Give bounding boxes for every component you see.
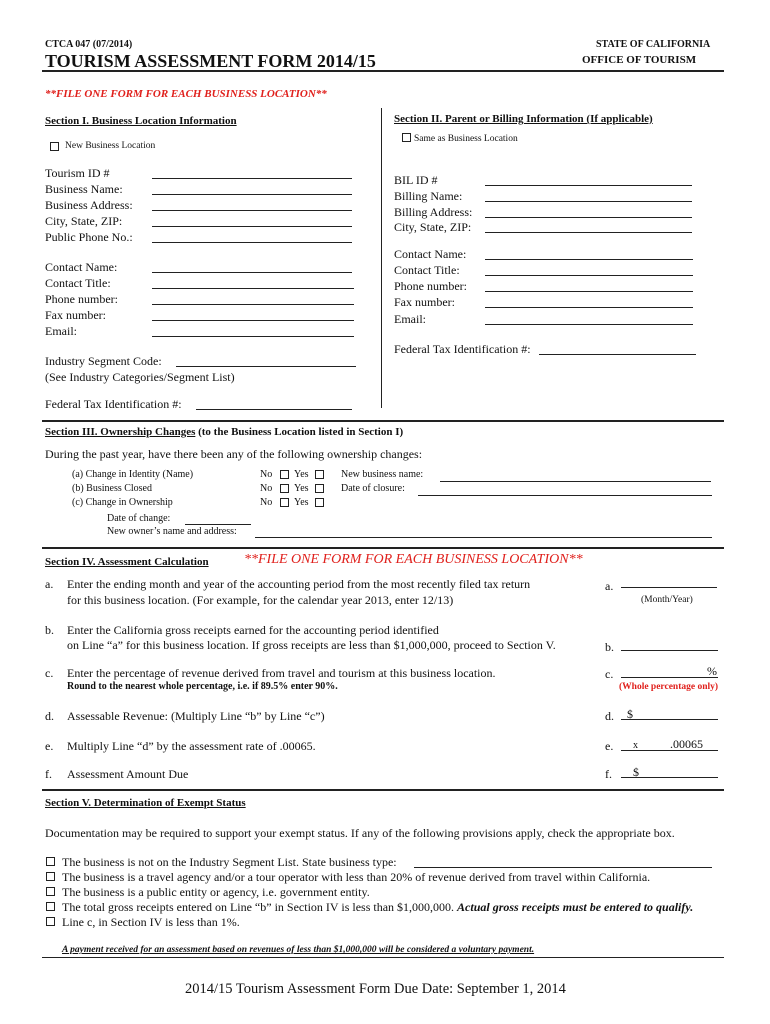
- new-business-label: New Business Location: [65, 141, 156, 151]
- contact-name-field[interactable]: [152, 272, 352, 273]
- yes-checkbox-b[interactable]: [315, 484, 324, 493]
- date-change-field[interactable]: [185, 524, 251, 525]
- footer-rule: [42, 957, 724, 958]
- s2-fax-field[interactable]: [485, 307, 693, 308]
- line-f-letter: f.: [45, 767, 52, 781]
- s2-email-label: Email:: [394, 312, 426, 326]
- contact-name-label: Contact Name:: [45, 260, 118, 274]
- line-b-letter: b.: [45, 623, 54, 637]
- industry-code-label: Industry Segment Code:: [45, 354, 162, 368]
- line-a-field[interactable]: [621, 587, 717, 588]
- business-name-label: Business Name:: [45, 182, 123, 196]
- line-f-code: f.: [605, 767, 612, 781]
- line-c-code: c.: [605, 667, 614, 681]
- line-d-letter: d.: [45, 709, 54, 723]
- exempt-checkbox-3[interactable]: [46, 887, 55, 896]
- billing-name-field[interactable]: [485, 201, 692, 202]
- no-checkbox-b[interactable]: [280, 484, 289, 493]
- email-label: Email:: [45, 324, 77, 338]
- line-e-text: Multiply Line “d” by the assessment rate of .00065.: [67, 739, 316, 753]
- no-checkbox-c[interactable]: [280, 498, 289, 507]
- new-business-name-label: New business name:: [341, 469, 424, 480]
- phone-number-label: Phone number:: [45, 292, 118, 306]
- section3-heading-rest: (to the Business Location listed in Section I): [195, 426, 404, 438]
- state-label: STATE OF CALIFORNIA: [596, 39, 711, 50]
- exempt-item-5: Line c, in Section IV is less than 1%.: [62, 915, 240, 929]
- new-owner-label: New owner’s name and address:: [107, 526, 237, 537]
- phone-number-field[interactable]: [152, 304, 354, 305]
- line-e-code: e.: [605, 739, 614, 753]
- billing-address-label: Billing Address:: [394, 205, 473, 219]
- line-d-text: Assessable Revenue: (Multiply Line “b” by Line “c”): [67, 709, 325, 723]
- no-label-a: No: [260, 469, 273, 480]
- yes-label-a: Yes: [294, 469, 309, 480]
- form-title: TOURISM ASSESSMENT FORM 2014/15: [45, 51, 376, 71]
- line-d-field[interactable]: [621, 719, 718, 720]
- yes-label-b: Yes: [294, 483, 309, 494]
- line-d-code: d.: [605, 709, 614, 723]
- s2-contact-title-label: Contact Title:: [394, 263, 460, 277]
- billing-city-label: City, State, ZIP:: [394, 220, 472, 234]
- s1-fed-tax-label: Federal Tax Identification #:: [45, 397, 182, 411]
- email-field[interactable]: [152, 336, 354, 337]
- section4-notice: **FILE ONE FORM FOR EACH BUSINESS LOCATION**: [244, 552, 583, 567]
- voluntary-note: A payment received for an assessment based on revenues of less than $1,000,000 will be considered a voluntary payment.: [62, 945, 535, 955]
- line-f-text: Assessment Amount Due: [67, 767, 189, 781]
- line-c-hint: (Whole percentage only): [619, 682, 719, 692]
- s2-phone-field[interactable]: [485, 291, 693, 292]
- line-b-text-1: Enter the California gross receipts earned for the accounting period identified: [67, 623, 439, 637]
- section5-heading: Section V. Determination of Exempt Status: [45, 797, 246, 809]
- exempt-item-1: The business is not on the Industry Segment List. State business type:: [62, 855, 397, 869]
- section5-rule: [42, 789, 724, 791]
- s1-fed-tax-field[interactable]: [196, 409, 352, 410]
- yes-label-c: Yes: [294, 497, 309, 508]
- line-b-code: b.: [605, 640, 614, 654]
- exempt-checkbox-5[interactable]: [46, 917, 55, 926]
- change-ownership-label: (c) Change in Ownership: [72, 497, 173, 508]
- s2-phone-label: Phone number:: [394, 279, 467, 293]
- section-divider: [381, 108, 382, 408]
- line-b-text-2: on Line “a” for this business location. If gross receipts are less than $1,000,000, proceed to Section V.: [67, 638, 556, 652]
- s2-fed-tax-field[interactable]: [539, 354, 696, 355]
- s2-email-field[interactable]: [485, 324, 693, 325]
- exempt-checkbox-4[interactable]: [46, 902, 55, 911]
- same-as-label: Same as Business Location: [414, 134, 518, 144]
- business-address-label: Business Address:: [45, 198, 133, 212]
- tourism-id-label: Tourism ID #: [45, 166, 110, 180]
- form-code: CTCA 047 (07/2014): [45, 39, 133, 50]
- business-closed-label: (b) Business Closed: [72, 483, 152, 494]
- line-a-text-1: Enter the ending month and year of the accounting period from the most recently filed tax return: [67, 577, 531, 591]
- line-a-text-2: for this business location. (For example, for the calendar year 2013, enter 12/13): [67, 593, 454, 607]
- billing-address-field[interactable]: [485, 217, 692, 218]
- line-e-letter: e.: [45, 739, 54, 753]
- yes-checkbox-a[interactable]: [315, 470, 324, 479]
- tourism-id-field[interactable]: [152, 178, 352, 179]
- public-phone-label: Public Phone No.:: [45, 230, 133, 244]
- line-c-text-1: Enter the percentage of revenue derived from travel and tourism at this business location.: [67, 666, 496, 680]
- line-b-field[interactable]: [621, 650, 718, 651]
- s2-fax-label: Fax number:: [394, 295, 455, 309]
- line-f-field[interactable]: [621, 777, 718, 778]
- fax-number-field[interactable]: [152, 320, 354, 321]
- public-phone-field[interactable]: [152, 242, 352, 243]
- no-label-c: No: [260, 497, 273, 508]
- change-identity-label: (a) Change in Identity (Name): [72, 469, 194, 480]
- section2-heading: Section II. Parent or Billing Information (If applicable): [394, 113, 653, 125]
- date-closure-label: Date of closure:: [341, 483, 405, 494]
- industry-code-field[interactable]: [176, 366, 356, 367]
- s2-fed-tax-label: Federal Tax Identification #:: [394, 342, 531, 356]
- due-date: 2014/15 Tourism Assessment Form Due Date: September 1, 2014: [185, 981, 566, 997]
- exempt-item-3: The business is a public entity or agency, i.e. government entity.: [62, 885, 370, 899]
- new-business-checkbox[interactable]: [50, 142, 59, 151]
- line-e-field: [621, 750, 718, 751]
- business-address-field[interactable]: [152, 210, 352, 211]
- line-a-code: a.: [605, 579, 614, 593]
- city-state-zip-field[interactable]: [152, 226, 352, 227]
- exempt-checkbox-2[interactable]: [46, 872, 55, 881]
- section4-heading: Section IV. Assessment Calculation: [45, 556, 209, 568]
- line-a-letter: a.: [45, 577, 54, 591]
- line-c-percent: %: [707, 664, 717, 678]
- yes-checkbox-c[interactable]: [315, 498, 324, 507]
- section3-rule: [42, 420, 724, 422]
- exempt-item-4-text: The total gross receipts entered on Line “b” in Section IV is less than $1,000,000.: [62, 900, 455, 914]
- exempt-checkbox-1[interactable]: [46, 857, 55, 866]
- same-as-checkbox[interactable]: [402, 133, 411, 142]
- line-a-hint: (Month/Year): [641, 595, 693, 605]
- section3-intro: During the past year, have there been any of the following ownership changes:: [45, 447, 423, 461]
- contact-title-field[interactable]: [152, 288, 354, 289]
- new-owner-field[interactable]: [255, 537, 712, 538]
- date-closure-field[interactable]: [418, 495, 712, 496]
- s2-contact-name-label: Contact Name:: [394, 247, 467, 261]
- line-e-rate: .00065: [670, 737, 703, 751]
- line-e-x: x: [633, 740, 638, 751]
- billing-name-label: Billing Name:: [394, 189, 463, 203]
- no-checkbox-a[interactable]: [280, 470, 289, 479]
- city-state-zip-label: City, State, ZIP:: [45, 214, 123, 228]
- s2-contact-name-field[interactable]: [485, 259, 693, 260]
- industry-note: (See Industry Categories/Segment List): [45, 370, 235, 384]
- section3-heading: [45, 427, 403, 438]
- line-f-dollar: $: [633, 765, 639, 779]
- notice-top: **FILE ONE FORM FOR EACH BUSINESS LOCATION**: [45, 88, 327, 100]
- section4-rule: [42, 547, 724, 549]
- business-type-field[interactable]: [414, 867, 712, 868]
- header-rule: [42, 70, 724, 72]
- business-name-field[interactable]: [152, 194, 352, 195]
- contact-title-label: Contact Title:: [45, 276, 111, 290]
- s2-contact-title-field[interactable]: [485, 275, 693, 276]
- new-business-name-field[interactable]: [440, 481, 711, 482]
- bil-id-label: BIL ID #: [394, 173, 438, 187]
- section5-intro: Documentation may be required to support your exempt status. If any of the following provisions apply, check the appropriate box.: [45, 826, 675, 840]
- line-c-letter: c.: [45, 666, 54, 680]
- section1-heading: Section I. Business Location Information: [45, 115, 237, 127]
- office-label: OFFICE OF TOURISM: [582, 54, 697, 66]
- exempt-item-2: The business is a travel agency and/or a tour operator with less than 20% of revenue derived from travel within California.: [62, 870, 651, 884]
- exempt-item-4-emphasis: Actual gross receipts must be entered to qualify.: [457, 900, 694, 914]
- bil-id-field[interactable]: [485, 185, 692, 186]
- line-c-text-2: Round to the nearest whole percentage, i.e. if 89.5% enter 90%.: [67, 681, 338, 692]
- section3-heading-main: Section III. Ownership Changes: [45, 426, 196, 438]
- exempt-item-4: [62, 901, 693, 913]
- line-d-dollar: $: [627, 707, 633, 721]
- billing-city-field[interactable]: [485, 232, 692, 233]
- no-label-b: No: [260, 483, 273, 494]
- date-change-label: Date of change:: [107, 513, 171, 524]
- fax-number-label: Fax number:: [45, 308, 106, 322]
- line-c-field[interactable]: [621, 677, 718, 678]
